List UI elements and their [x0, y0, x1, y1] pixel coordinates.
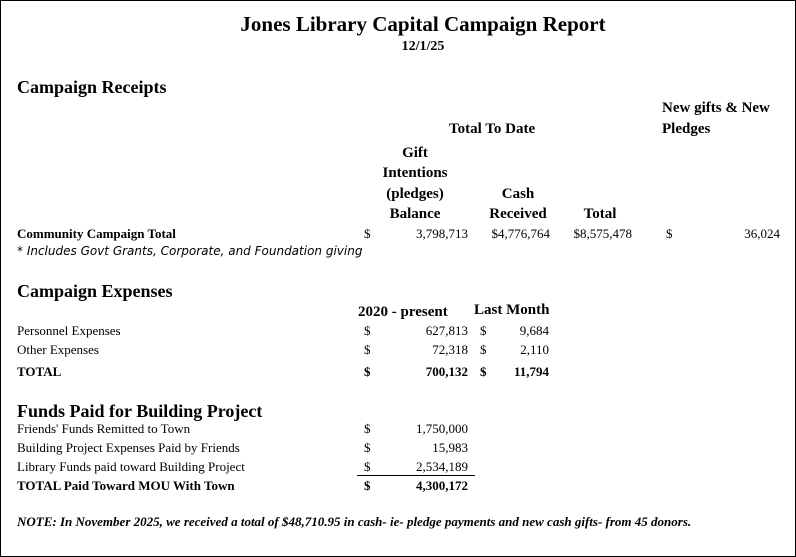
section-campaign-expenses: Campaign Expenses: [17, 281, 173, 301]
funds-total-value: 4,300,172: [416, 478, 468, 493]
header-received: Received: [489, 206, 547, 222]
report-date: 12/1/25: [401, 39, 445, 54]
dollar-sign: $: [364, 478, 371, 493]
header-balance: Balance: [389, 206, 441, 222]
section-campaign-receipts: Campaign Receipts: [17, 77, 167, 97]
community-campaign-label: Community Campaign Total: [17, 226, 176, 241]
section-funds-paid: Funds Paid for Building Project: [17, 401, 263, 421]
dollar-sign: $: [364, 323, 371, 338]
expense-label: Other Expenses: [17, 342, 99, 357]
expenses-total-last-month: 11,794: [513, 364, 549, 379]
total-value: $8,575,478: [573, 226, 632, 241]
expenses-total-label: TOTAL: [17, 364, 62, 379]
header-last-month: Last Month: [474, 302, 550, 318]
funds-row-label: Building Project Expenses Paid by Friends: [17, 440, 240, 455]
funds-row-value: 15,983: [432, 440, 468, 455]
header-total-to-date: Total To Date: [449, 121, 536, 137]
header-pledges: (pledges): [386, 186, 444, 202]
dollar-sign: $: [480, 342, 487, 357]
header-gift: Gift: [402, 145, 428, 161]
funds-row-label: Library Funds paid toward Building Project: [17, 459, 245, 474]
expense-label: Personnel Expenses: [17, 323, 121, 338]
funds-row-label: Friends' Funds Remitted to Town: [17, 421, 191, 436]
funds-row-value: 1,750,000: [416, 421, 468, 436]
header-2020-present: 2020 - present: [358, 304, 448, 320]
report-note: NOTE: In November 2025, we received a total of $48,710.95 in cash- ie- pledge payments and new cash gifts- from 45 donors.: [17, 514, 692, 529]
dollar-sign: $: [364, 421, 371, 436]
header-new-gifts-1: New gifts & New: [662, 100, 770, 116]
expense-last-month-value: 9,684: [519, 323, 549, 338]
header-cash: Cash: [501, 186, 535, 202]
header-intentions: Intentions: [382, 165, 448, 181]
new-gifts-value: 36,024: [744, 226, 780, 241]
header-new-gifts-2: Pledges: [662, 121, 711, 137]
expense-period-value: 72,318: [432, 342, 468, 357]
pledges-balance-value: 3,798,713: [416, 226, 468, 241]
dollar-sign: $: [364, 459, 371, 474]
dollar-sign: $: [480, 364, 487, 379]
dollar-sign: $: [364, 226, 371, 241]
expense-period-value: 627,813: [425, 323, 468, 338]
report-title: Jones Library Capital Campaign Report: [240, 12, 606, 36]
expense-last-month-value: 2,110: [520, 342, 549, 357]
receipts-footnote: * Includes Govt Grants, Corporate, and Foundation giving: [17, 244, 363, 258]
dollar-sign: $: [364, 342, 371, 357]
dollar-sign: $: [480, 323, 487, 338]
dollar-sign: $: [364, 440, 371, 455]
dollar-sign: $: [364, 364, 371, 379]
funds-row-value: 2,534,189: [416, 459, 468, 474]
header-total: Total: [583, 206, 617, 222]
funds-total-label: TOTAL Paid Toward MOU With Town: [17, 478, 235, 493]
total-underline: [357, 475, 475, 476]
expenses-total-period: 700,132: [425, 364, 468, 379]
cash-received-value: $4,776,764: [491, 226, 550, 241]
dollar-sign: $: [666, 226, 673, 241]
